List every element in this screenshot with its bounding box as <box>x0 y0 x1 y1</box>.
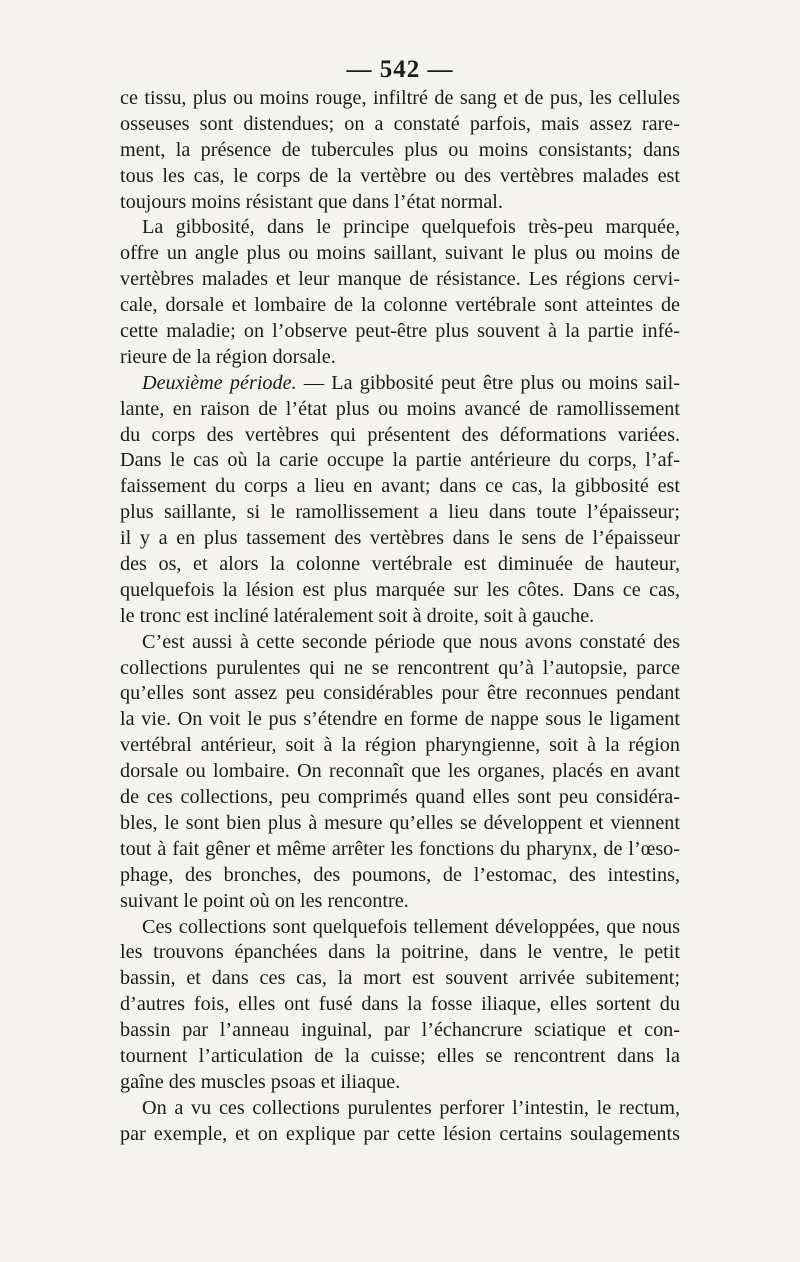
line-text: Ces collections sont quelquefois tellement développées, que nous <box>142 915 680 938</box>
line-text: du corps des vertèbres qui présentent des déformations variées. <box>120 423 680 446</box>
text-line <box>120 112 680 138</box>
line-text: dorsale ou lombaire. On reconnaît que les organes, placés en avant <box>120 760 680 783</box>
line-text: tous les cas, le corps de la vertèbre ou des vertèbres malades est <box>120 164 680 187</box>
line-text: vertébral antérieur, soit à la région pharyngienne, soit à la région <box>120 734 680 757</box>
text-line <box>120 630 680 656</box>
text-line <box>120 500 680 526</box>
line-text: les trouvons épanchées dans la poitrine, dans le ventre, le petit <box>120 941 680 964</box>
line-text: gaîne des muscles psoas et iliaque. <box>120 1070 401 1093</box>
text-line <box>120 681 680 707</box>
page-number: — 542 — <box>346 56 454 83</box>
line-text: il y a en plus tassement des vertèbres dans le sens de l’épaisseur <box>120 527 680 550</box>
text-line <box>120 578 680 604</box>
text-line <box>120 190 680 216</box>
line-text: d’autres fois, elles ont fusé dans la fosse iliaque, elles sortent du <box>120 993 680 1016</box>
text-line <box>120 1018 680 1044</box>
line-text: qu’elles sont assez peu considérables pour être reconnues pendant <box>120 682 680 705</box>
text-line <box>120 863 680 889</box>
text-line <box>120 656 680 682</box>
text-line <box>120 423 680 449</box>
line-text: vertèbres malades et leur manque de résistance. Les régions cervi- <box>120 268 680 291</box>
line-text: bassin par l’anneau inguinal, par l’échancrure sciatique et con- <box>120 1019 680 1042</box>
text-line <box>120 992 680 1018</box>
text-line <box>120 526 680 552</box>
text-line <box>120 293 680 319</box>
text-line <box>120 1096 680 1122</box>
line-text: cette maladie; on l’observe peut-être plus souvent à la partie infé- <box>120 320 680 343</box>
text-line <box>120 474 680 500</box>
line-text: de ces collections, peu comprimés quand elles sont peu considéra- <box>120 786 680 809</box>
line-text: bles, le sont bien plus à mesure qu’elles se développent et viennent <box>120 811 680 834</box>
line-text: des os, et alors la colonne vertébrale est diminuée de hauteur, <box>120 553 680 576</box>
text-line <box>120 371 680 397</box>
body-text <box>120 86 680 1148</box>
text-line <box>120 552 680 578</box>
text-line <box>120 811 680 837</box>
line-text: suivant le point où on les rencontre. <box>120 889 409 912</box>
text-line <box>120 604 680 630</box>
text-line <box>120 345 680 371</box>
line-text: cale, dorsale et lombaire de la colonne vertébrale sont atteintes de <box>120 294 680 317</box>
text-line <box>120 164 680 190</box>
section-heading: Deuxième période. <box>142 371 297 394</box>
text-line <box>120 241 680 267</box>
line-text: la vie. On voit le pus s’étendre en forme de nappe sous le ligament <box>120 708 680 731</box>
text-line <box>120 215 680 241</box>
text-line <box>120 915 680 941</box>
line-text: rieure de la région dorsale. <box>120 345 336 368</box>
text-line <box>120 86 680 112</box>
line-text: collections purulentes qui ne se rencontrent qu’à l’autopsie, parce <box>120 656 680 679</box>
line-text: La gibbosité, dans le principe quelquefois très-peu marquée, <box>142 216 680 239</box>
text-line <box>120 966 680 992</box>
text-line <box>120 733 680 759</box>
line-text: bassin, et dans ces cas, la mort est souvent arrivée subitement; <box>120 967 680 990</box>
text-line <box>120 397 680 423</box>
text-line <box>120 319 680 345</box>
line-text: toujours moins résistant que dans l’état normal. <box>120 190 503 213</box>
line-text: osseuses sont distendues; on a constaté parfois, mais assez rare- <box>120 112 680 135</box>
text-line <box>120 448 680 474</box>
line-text: tout à fait gêner et même arrêter les fonctions du pharynx, de l’œso- <box>120 837 680 860</box>
line-text: tournent l’articulation de la cuisse; elles se rencontrent dans la <box>120 1044 680 1067</box>
line-text: phage, des bronches, des poumons, de l’estomac, des intestins, <box>120 863 680 886</box>
text-line <box>120 1122 680 1148</box>
line-text: plus saillante, si le ramollissement a lieu dans toute l’épaisseur; <box>120 501 680 524</box>
text-line <box>120 940 680 966</box>
line-text: le tronc est incliné latéralement soit à droite, soit à gauche. <box>120 604 595 627</box>
line-text: ment, la présence de tubercules plus ou moins consistants; dans <box>120 138 680 161</box>
text-line <box>120 138 680 164</box>
line-text: On a vu ces collections purulentes perforer l’intestin, le rectum, <box>142 1096 680 1119</box>
line-text: Dans le cas où la carie occupe la partie antérieure du corps, l’af- <box>120 449 680 472</box>
text-line <box>120 837 680 863</box>
line-text: C’est aussi à cette seconde période que nous avons constaté des <box>142 630 680 653</box>
text-line <box>120 1044 680 1070</box>
text-line <box>120 267 680 293</box>
line-text: offre un angle plus ou moins saillant, suivant le plus ou moins de <box>120 242 680 265</box>
line-text: lante, en raison de l’état plus ou moins avancé de ramollissement <box>120 397 680 420</box>
text-line <box>120 889 680 915</box>
line-text: — La gibbosité peut être plus ou moins sail- <box>296 371 680 394</box>
line-text: faissement du corps a lieu en avant; dans ce cas, la gibbosité est <box>120 475 680 498</box>
text-line <box>120 707 680 733</box>
line-text: quelquefois la lésion est plus marquée sur les côtes. Dans ce cas, <box>120 578 680 601</box>
line-text: ce tissu, plus ou moins rouge, infiltré de sang et de pus, les cellules <box>120 87 680 109</box>
text-line <box>120 785 680 811</box>
line-text: par exemple, et on explique par cette lésion certains soulagements <box>120 1122 680 1145</box>
text-line <box>120 1070 680 1096</box>
text-line <box>120 759 680 785</box>
